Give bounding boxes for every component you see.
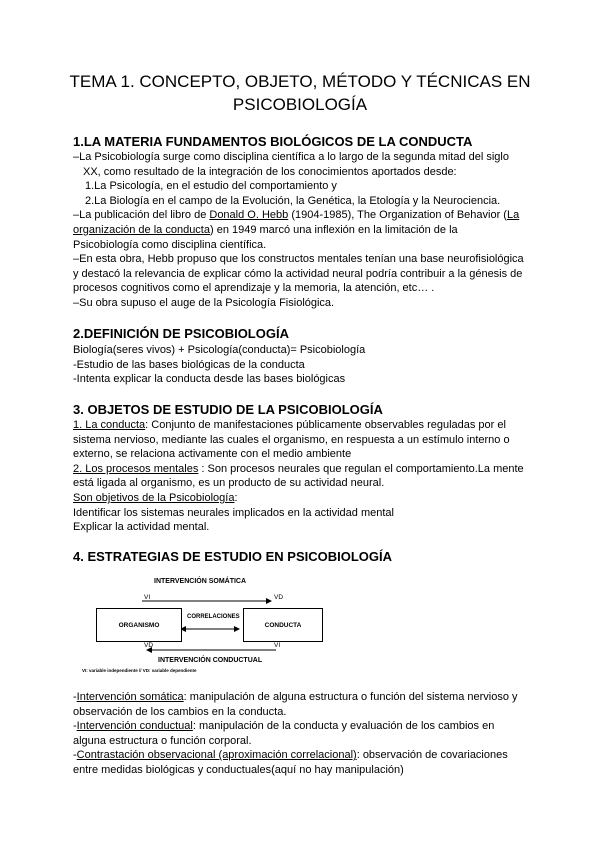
section-2-body xyxy=(73,343,533,387)
title-line-2: PSICOBIOLOGÍA xyxy=(232,95,368,114)
book-title-span: La xyxy=(506,209,520,222)
text-span: : Son procesos neurales que regulan el comportamiento.La mente xyxy=(198,462,524,475)
title-line-1: TEMA 1. CONCEPTO, OBJETO, MÉTODO Y TÉCNICAS EN xyxy=(69,72,531,91)
term-span: Intervención somática xyxy=(76,691,184,703)
document-title xyxy=(40,70,560,116)
top-arrowhead xyxy=(266,598,272,604)
paragraph-line xyxy=(73,208,533,223)
paragraph-line xyxy=(73,491,533,506)
paragraph-line: -Intenta explicar la conducta desde las bases biológicas xyxy=(73,373,346,386)
text-span: : manipulación de la conducta y evaluación de los cambios en xyxy=(192,720,495,733)
paragraph-line xyxy=(73,748,533,763)
paragraph-line: entre medidas biológicas y conductuales(aquí no hay manipulación) xyxy=(73,763,404,776)
paragraph-line xyxy=(73,223,533,238)
section-4-body xyxy=(73,690,533,778)
text-span: : manipulación de alguna estructura o función del sistema nervioso y xyxy=(183,691,518,703)
book-title-span: organización de la conducta xyxy=(73,223,210,236)
author-link: Donald O. Hebb xyxy=(209,209,289,222)
paragraph-line: observación de los cambios en la conducta. xyxy=(73,705,287,718)
section-2-heading: 2.DEFINICIÓN DE PSICOBIOLOGÍA xyxy=(73,326,289,341)
vi-top-label: VI xyxy=(144,594,151,601)
text-span: - xyxy=(73,691,77,703)
section-1-heading: 1.LA MATERIA FUNDAMENTOS BIOLÓGICOS DE LA CONDUCTA xyxy=(73,134,473,149)
text-span: - xyxy=(73,720,77,733)
paragraph-line: XX, como resultado de la integración de los conocimientos aportados desde: xyxy=(83,165,457,178)
diagram-bottom-label: INTERVENCIÓN CONDUCTUAL xyxy=(158,657,263,664)
text-span: –La publicación del libro de xyxy=(73,209,210,222)
paragraph-line: procesos cognitivos como el aprendizaje y la memoria, la atención, etc… . xyxy=(73,282,435,295)
text-span: - xyxy=(73,749,77,762)
paragraph-line xyxy=(73,719,533,734)
section-4-heading: 4. ESTRATEGIAS DE ESTUDIO EN PSICOBIOLOGÍA xyxy=(73,549,393,564)
correlation-arrowhead-right xyxy=(234,626,240,632)
term-span: Intervención conductual xyxy=(76,720,193,733)
section-1-body xyxy=(73,150,533,311)
text-span: (1904-1985), The Organization of Behavior ( xyxy=(288,209,507,222)
term-span: Son objetivos de la Psicobiología xyxy=(73,491,235,504)
strategies-diagram xyxy=(80,572,380,682)
list-item: 1.La Psicología, en el estudio del comportamiento y xyxy=(85,180,337,193)
correlation-label: CORRELACIONES xyxy=(187,614,240,620)
paragraph-line xyxy=(73,690,533,705)
section-3-body xyxy=(73,418,533,535)
organism-box: ORGANISMO xyxy=(96,608,182,642)
paragraph-line: y destacó la relevancia de explicar cómo la actividad neural podría contribuir a la génesis de xyxy=(73,267,523,280)
term-span: 2. Los procesos mentales xyxy=(73,462,199,475)
section-3-heading: 3. OBJETOS DE ESTUDIO DE LA PSICOBIOLOGÍA xyxy=(73,402,383,417)
paragraph-line: -Estudio de las bases biológicas de la conducta xyxy=(73,358,305,371)
diagram-footnote: VI: variable independiente // VD: variable dependiente xyxy=(82,668,197,673)
list-item: 2.La Biología en el campo de la Evolución, la Genética, la Etología y la Neurociencia. xyxy=(85,194,501,207)
paragraph-line: sistema nervioso, mediante las cuales el organismo, en respuesta a un estímulo interno o xyxy=(73,433,510,446)
term-span: Contrastación observacional (aproximación correlacional) xyxy=(76,749,357,762)
paragraph-line: Explicar la actividad mental. xyxy=(73,521,210,534)
paragraph-line: –En esta obra, Hebb propuso que los constructos mentales tenían una base neurofisiológica xyxy=(73,253,524,266)
paragraph-line: está ligada al organismo, es un producto de su actividad neural. xyxy=(73,477,385,490)
text-span: : xyxy=(234,491,238,504)
paragraph-line: –La Psicobiología surge como disciplina científica a lo largo de la segunda mitad del siglo xyxy=(73,151,509,163)
text-span: ) en 1949 marcó una inflexión en la limitación de la xyxy=(209,223,458,236)
paragraph-line: externo, se relaciona activamente con el medio ambiente xyxy=(73,448,352,461)
text-span: : Conjunto de manifestaciones públicamente observables reguladas por el xyxy=(145,419,506,431)
paragraph-line xyxy=(73,462,533,477)
text-span: : observación de covariaciones xyxy=(356,749,508,762)
vd-bottom-label: VD xyxy=(144,642,154,649)
vd-top-label: VD xyxy=(274,594,284,601)
vi-bottom-label: VI xyxy=(274,642,281,649)
paragraph-line xyxy=(73,418,533,433)
paragraph-line: Identificar los sistemas neurales implicados en la actividad mental xyxy=(73,506,394,519)
diagram-top-label: INTERVENCIÓN SOMÁTICA xyxy=(154,578,247,585)
paragraph-line: Psicobiología como disciplina científica. xyxy=(73,238,267,251)
paragraph-line: Biología(seres vivos) + Psicología(conducta)= Psicobiología xyxy=(73,344,366,356)
conduct-box: CONDUCTA xyxy=(243,608,323,642)
paragraph-line: alguna estructura o función corporal. xyxy=(73,734,252,747)
paragraph-line: –Su obra supuso el auge de la Psicología Fisiológica. xyxy=(73,296,335,309)
term-span: 1. La conducta xyxy=(73,419,146,431)
